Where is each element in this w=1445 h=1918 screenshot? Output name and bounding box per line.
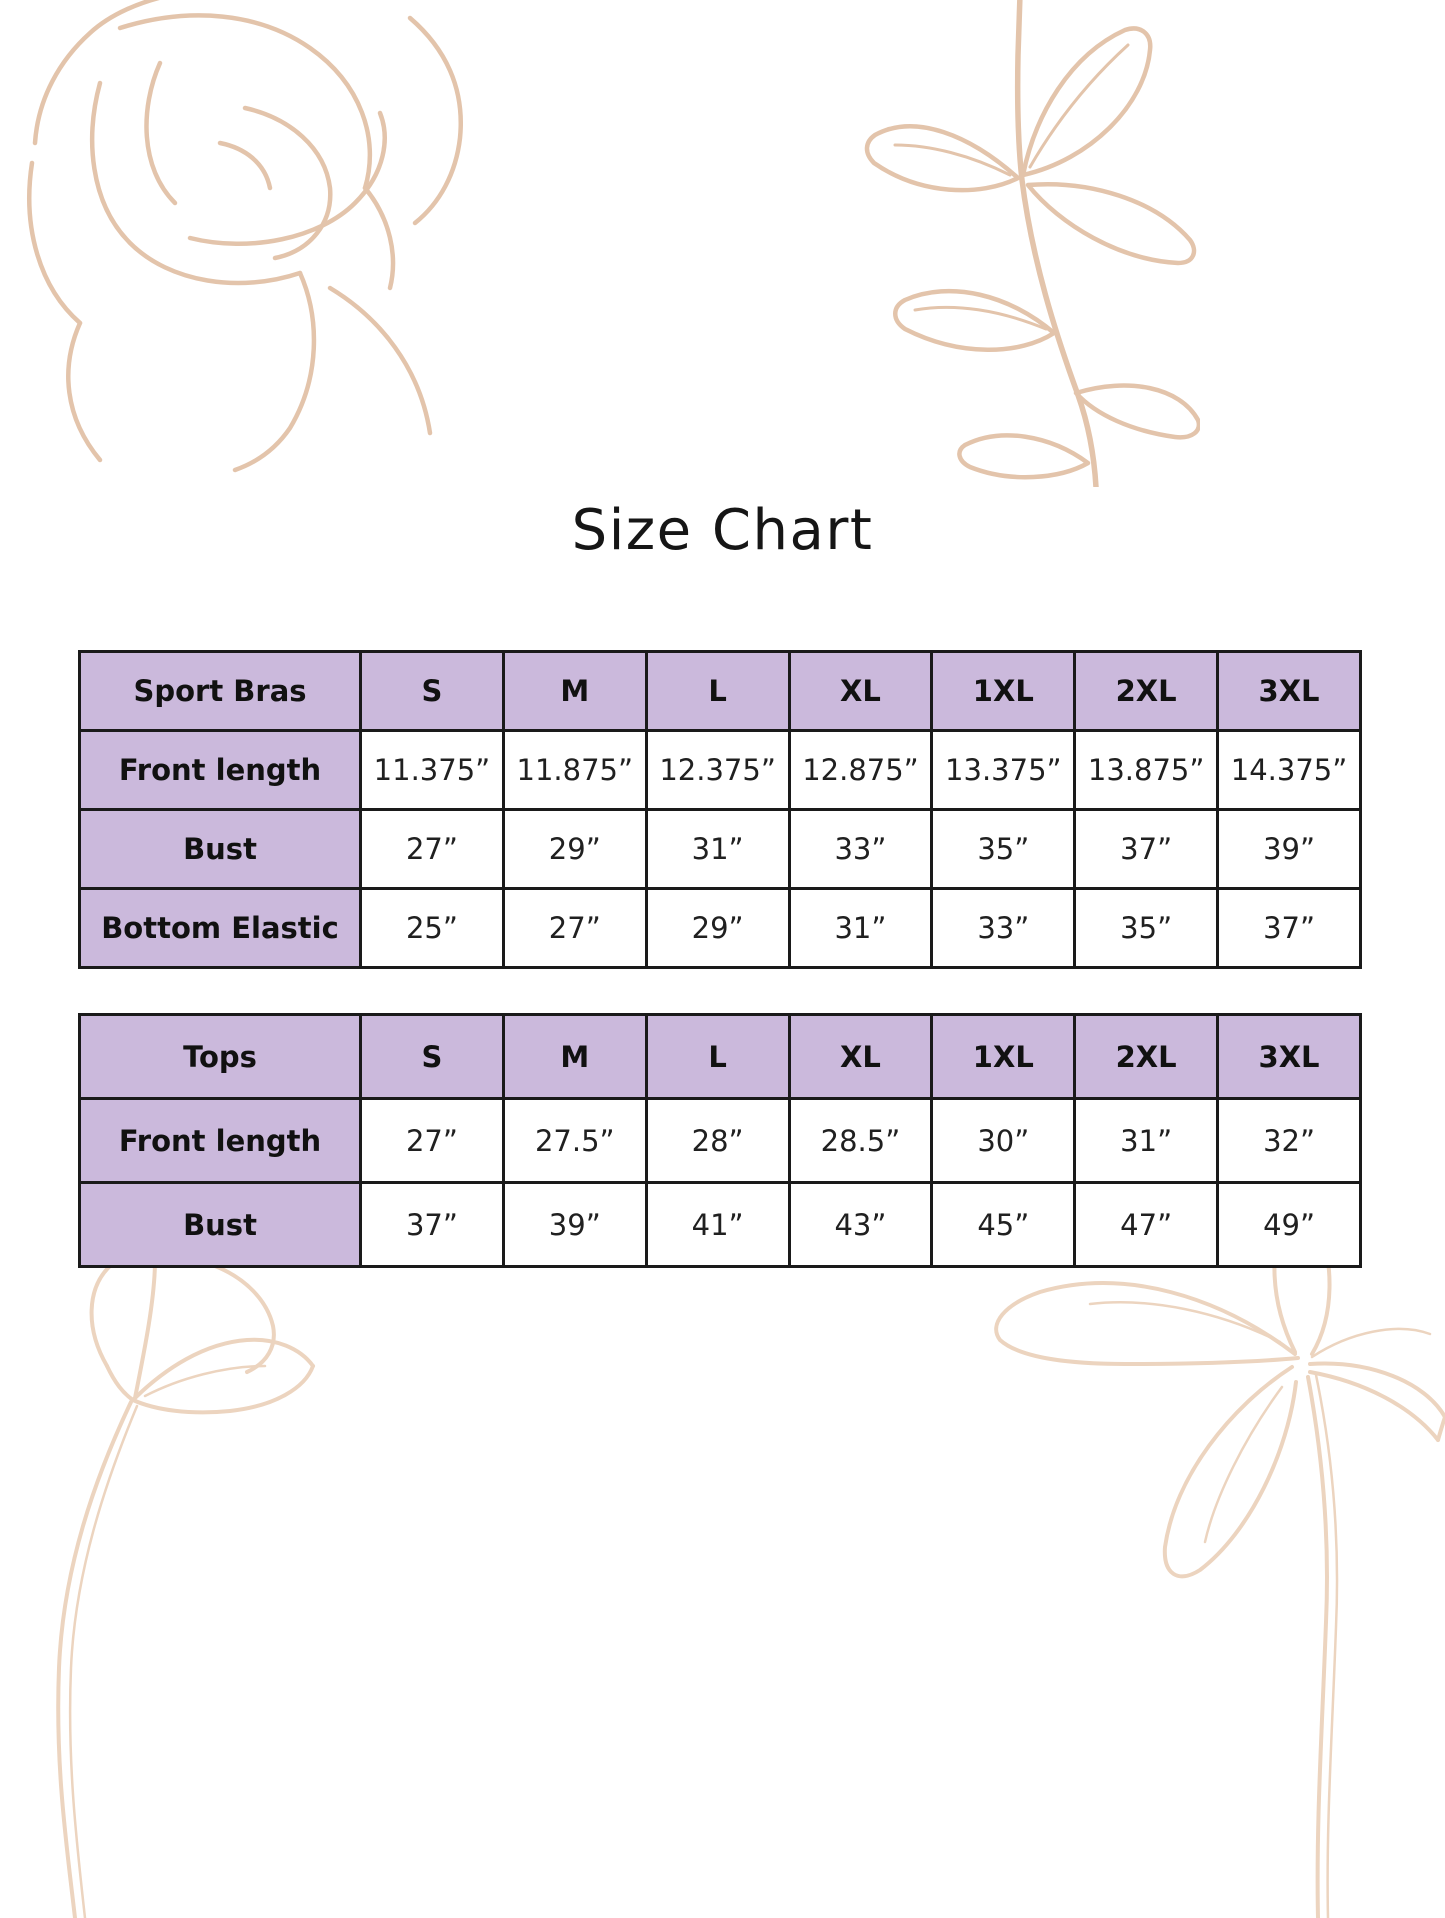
size-value-cell: 39”	[503, 1183, 646, 1267]
lily-line-art	[950, 1192, 1445, 1918]
size-value-cell: 39”	[1218, 810, 1361, 889]
size-column-header: 3XL	[1218, 652, 1361, 731]
size-column-header: 2XL	[1075, 652, 1218, 731]
size-value-cell: 32”	[1218, 1099, 1361, 1183]
size-value-cell: 27”	[361, 1099, 504, 1183]
sport-bras-size-table	[78, 650, 1362, 969]
size-value-cell: 31”	[646, 810, 789, 889]
size-value-cell: 31”	[1075, 1099, 1218, 1183]
row-label-cell: Bust	[80, 810, 361, 889]
size-value-cell: 11.375”	[361, 731, 504, 810]
size-value-cell: 12.375”	[646, 731, 789, 810]
size-value-cell: 33”	[932, 889, 1075, 968]
size-value-cell: 31”	[789, 889, 932, 968]
table-header-row	[80, 1015, 1361, 1099]
size-value-cell: 13.375”	[932, 731, 1075, 810]
size-value-cell: 28.5”	[789, 1099, 932, 1183]
table-title-cell: Sport Bras	[80, 652, 361, 731]
table-header-row	[80, 652, 1361, 731]
size-value-cell: 14.375”	[1218, 731, 1361, 810]
table-title-cell: Tops	[80, 1015, 361, 1099]
size-value-cell: 30”	[932, 1099, 1075, 1183]
size-value-cell: 28”	[646, 1099, 789, 1183]
size-value-cell: 45”	[932, 1183, 1075, 1267]
size-column-header: 3XL	[1218, 1015, 1361, 1099]
size-column-header: XL	[789, 652, 932, 731]
size-column-header: XL	[789, 1015, 932, 1099]
row-label-cell: Front length	[80, 1099, 361, 1183]
size-column-header: S	[361, 652, 504, 731]
size-column-header: 1XL	[932, 1015, 1075, 1099]
row-label-cell: Bottom Elastic	[80, 889, 361, 968]
size-column-header: L	[646, 652, 789, 731]
size-value-cell: 35”	[1075, 889, 1218, 968]
size-column-header: 1XL	[932, 652, 1075, 731]
size-value-cell: 37”	[361, 1183, 504, 1267]
size-value-cell: 47”	[1075, 1183, 1218, 1267]
table-row	[80, 1183, 1361, 1267]
size-value-cell: 43”	[789, 1183, 932, 1267]
row-label-cell: Front length	[80, 731, 361, 810]
row-label-cell: Bust	[80, 1183, 361, 1267]
peony-line-art	[0, 0, 495, 473]
size-value-cell: 27”	[361, 810, 504, 889]
table-row	[80, 1099, 1361, 1183]
size-value-cell: 27”	[503, 889, 646, 968]
size-value-cell: 49”	[1218, 1183, 1361, 1267]
size-column-header: M	[503, 1015, 646, 1099]
page-title: Size Chart	[571, 498, 874, 563]
size-value-cell: 13.875”	[1075, 731, 1218, 810]
leaf-branch-line-art	[860, 0, 1200, 487]
size-column-header: L	[646, 1015, 789, 1099]
size-value-cell: 29”	[503, 810, 646, 889]
size-value-cell: 41”	[646, 1183, 789, 1267]
size-value-cell: 37”	[1218, 889, 1361, 968]
size-value-cell: 27.5”	[503, 1099, 646, 1183]
size-value-cell: 25”	[361, 889, 504, 968]
size-value-cell: 11.875”	[503, 731, 646, 810]
tulip-line-art	[15, 1248, 325, 1918]
table-row	[80, 810, 1361, 889]
table-row	[80, 889, 1361, 968]
size-value-cell: 33”	[789, 810, 932, 889]
size-value-cell: 37”	[1075, 810, 1218, 889]
tops-size-table	[78, 1013, 1362, 1268]
size-column-header: M	[503, 652, 646, 731]
size-column-header: S	[361, 1015, 504, 1099]
size-value-cell: 29”	[646, 889, 789, 968]
size-column-header: 2XL	[1075, 1015, 1218, 1099]
size-value-cell: 35”	[932, 810, 1075, 889]
table-row	[80, 731, 1361, 810]
size-value-cell: 12.875”	[789, 731, 932, 810]
